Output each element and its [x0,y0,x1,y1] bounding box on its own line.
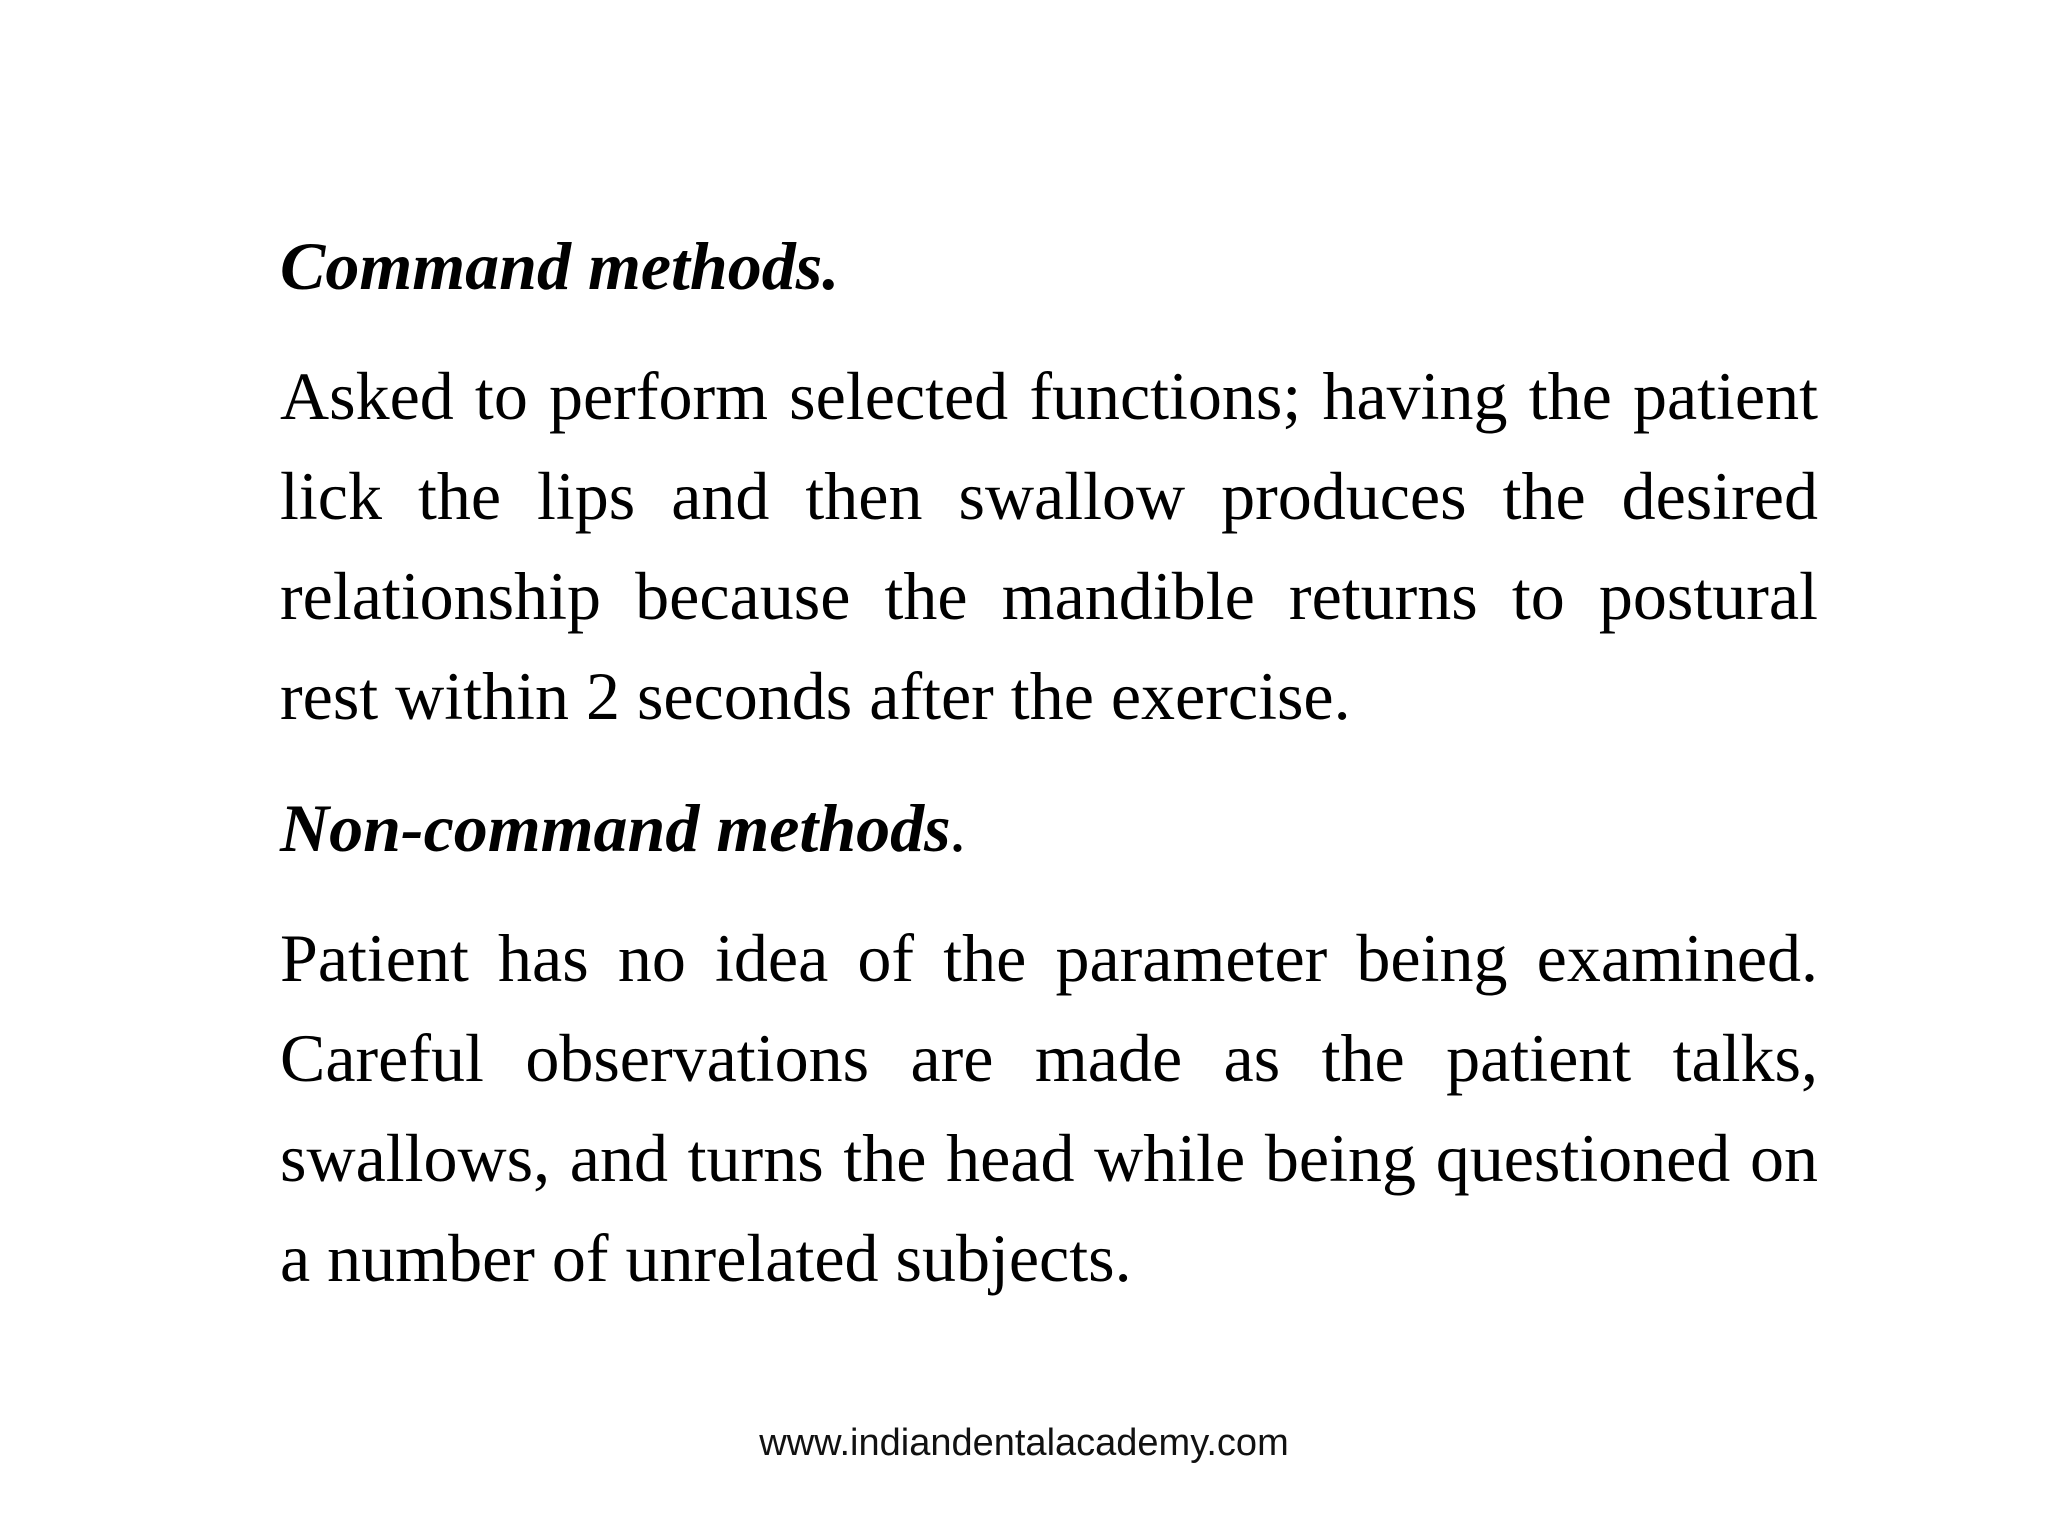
non-command-methods-heading-text: Non-command methods [280,790,951,866]
non-command-methods-heading-period: . [950,790,968,866]
footer-url: www.indiandentalacademy.com [759,1422,1289,1464]
command-methods-paragraph: Asked to perform selected functions; having the patient lick the lips and then swallow produces the desired relationship because the mandible returns to postural rest within 2 seconds after the exercise. [280,358,1818,734]
command-methods-heading [280,220,1818,312]
non-command-methods-paragraph: Patient has no idea of the parameter being examined. Careful observations are made as the patient talks, swallows, and turns the head while being questioned on a number of unrelated subjects. [280,920,1818,1296]
command-methods-heading-text: Command methods. [280,228,840,304]
slide-content [280,220,1818,1344]
non-command-methods-heading [280,782,1818,874]
